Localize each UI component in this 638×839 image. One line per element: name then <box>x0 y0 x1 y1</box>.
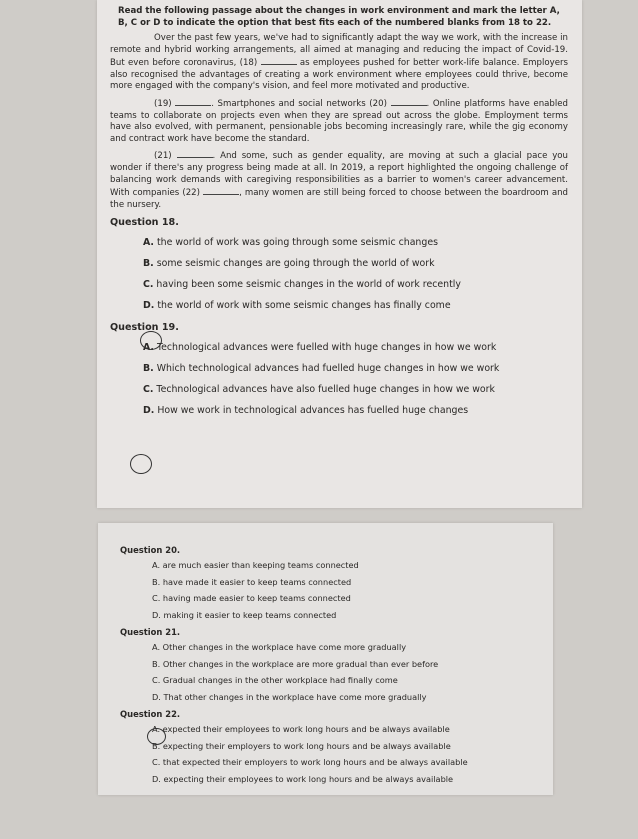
question-21 <box>120 627 541 705</box>
passage-text: (19) <box>154 98 176 109</box>
blank-21[interactable] <box>177 149 213 158</box>
passage-paragraph-3 <box>110 149 568 211</box>
passage-text: . Online platforms have enabled teams to collaborate on projects even when they are spread out across the globe. Employment terms have also evolved, with permanent, pensionable jobs becoming increasingly rare, while the gig economy and contract work have become the standard. <box>110 98 568 144</box>
passage-text: Over the past few years, we've had to significantly adapt the way we work, with the increase in remote and hybrid working arrangements, all aimed at managing and reducing the impact of Covid-19. But even before coronavirus, (18) <box>110 33 568 69</box>
passage-text: , many women are still being forced to choose between the boardroom and the nursery. <box>110 188 568 210</box>
passage-text: . Smartphones and social networks (20) <box>211 98 391 109</box>
question-19 <box>110 322 568 421</box>
passage-text: (21) <box>154 151 177 162</box>
option-d[interactable]: D. the world of work with some seismic changes has finally come <box>143 300 451 312</box>
option-c[interactable]: C. having made easier to keep teams connected <box>152 593 351 603</box>
option-a[interactable]: A. Technological advances were fuelled with huge changes in how we work <box>143 342 497 354</box>
passage-paragraph-1 <box>110 33 568 93</box>
option-d[interactable]: D. How we work in technological advances has fuelled huge changes <box>143 405 469 417</box>
option-b[interactable]: B. Other changes in the workplace are more gradual than ever before <box>152 658 439 669</box>
option-b[interactable]: B. some seismic changes are going through the world of work <box>143 258 435 270</box>
blank-18[interactable] <box>261 56 297 65</box>
question-label: Question 20. <box>120 545 181 555</box>
blank-19[interactable] <box>175 97 211 106</box>
option-b[interactable]: B. expecting their employers to work long hours and be always available <box>152 740 451 751</box>
option-c[interactable]: C. that expected their employers to work long hours and be always available <box>152 757 468 767</box>
blank-20[interactable] <box>391 97 427 106</box>
passage-text: as employees pushed for better work-life balance. Employers also recognised the advantages of creating a work environment where employees could thrive, become more engaged with the company's vision, and feel more motivated and productive. <box>110 58 569 92</box>
blank-22[interactable] <box>203 186 239 195</box>
option-a[interactable]: A. expected their employees to work long hours and be always available <box>152 724 450 734</box>
question-22 <box>120 709 541 787</box>
option-c[interactable]: C. Gradual changes in the other workplace had finally come <box>152 675 398 685</box>
option-b[interactable]: B. have made it easier to keep teams connected <box>152 576 352 587</box>
passage-text: . And some, such as gender equality, are moving at such a glacial pace you wonder if there's any progress being made at all. In 2019, a report highlighted the ongoing challenge of balancing work demands with caregiving responsibilities as a barrier to women's career advancement. With companies (22) <box>110 151 569 199</box>
option-a[interactable]: A. are much easier than keeping teams connected <box>152 560 359 570</box>
option-c[interactable]: C. having been some seismic changes in the world of work recently <box>143 279 461 291</box>
instruction-text: Read the following passage about the changes in work environment and mark the letter A, B, C or D to indicate the option that best fits each of the numbered blanks from 18 to 22. <box>118 6 560 28</box>
question-20 <box>120 545 541 623</box>
worksheet-page-1 <box>97 0 582 508</box>
question-label: Question 18. <box>110 217 179 229</box>
option-c[interactable]: C. Technological advances have also fuelled huge changes in how we work <box>143 384 495 396</box>
question-label: Question 22. <box>120 709 181 719</box>
option-a[interactable]: A. the world of work was going through some seismic changes <box>143 237 438 249</box>
question-18 <box>110 217 568 316</box>
option-d[interactable]: D. making it easier to keep teams connected <box>152 609 337 620</box>
question-label: Question 19. <box>110 322 179 334</box>
option-b[interactable]: B. Which technological advances had fuelled huge changes in how we work <box>143 363 500 375</box>
worksheet-page-2 <box>98 523 553 795</box>
option-d[interactable]: D. expecting their employees to work long hours and be always available <box>152 773 454 784</box>
question-label: Question 21. <box>120 627 181 637</box>
passage-paragraph-2 <box>110 97 568 145</box>
option-d[interactable]: D. That other changes in the workplace have come more gradually <box>152 691 427 702</box>
option-a[interactable]: A. Other changes in the workplace have come more gradually <box>152 642 407 652</box>
